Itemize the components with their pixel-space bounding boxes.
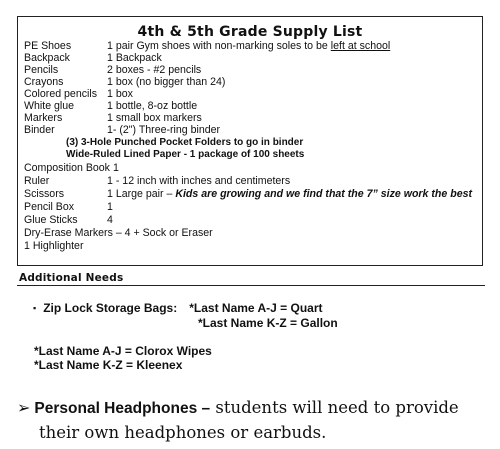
item-desc: 1 box [107, 88, 133, 100]
headphones-label: Personal Headphones – [34, 400, 211, 417]
item-name: PE Shoes [24, 40, 72, 52]
zip-label: Zip Lock Storage Bags: [43, 301, 178, 315]
item-name: Glue Sticks [24, 214, 78, 226]
item-desc [107, 40, 390, 52]
wipes-line-2: *Last Name K-Z = Kleenex [34, 358, 183, 372]
binder-note: (3) 3-Hole Punched Pocket Folders to go in binder [66, 137, 304, 148]
list-item [24, 240, 83, 252]
item-desc: 1 - 12 inch with inches and centimeters [107, 175, 291, 187]
item-desc: 2 boxes - #2 pencils [107, 64, 202, 76]
item-name: Crayons [24, 76, 64, 88]
item-name: Markers [24, 112, 63, 124]
item-desc: 1 Backpack [107, 52, 162, 64]
square-bullet-icon: ▪ [33, 303, 37, 313]
item-name: Ruler [24, 175, 50, 187]
item-desc [107, 188, 472, 200]
item-name: Backpack [24, 52, 70, 64]
headphones-text-2: their own headphones or earbuds. [39, 423, 327, 442]
item-name: Colored pencils [24, 88, 98, 100]
zip-lock-item [33, 301, 323, 315]
binder-note: Wide-Ruled Lined Paper - 1 package of 100 sheets [66, 149, 305, 160]
item-name: Scissors [24, 188, 65, 200]
item-desc: 1 [112, 162, 119, 174]
item-desc: 4 [107, 214, 113, 226]
item-name: Pencil Box [24, 201, 75, 213]
item-name: White glue [24, 100, 75, 112]
item-desc: 1 box (no bigger than 24) [107, 76, 226, 88]
item-name: Binder [24, 124, 55, 136]
item-desc-underlined: left at school [330, 40, 391, 52]
item-desc-emphasis: Kids are growing and we find that the 7” size work the best [175, 188, 472, 200]
zip-line-1: *Last Name A-J = Quart [189, 301, 323, 315]
headphones-text-1: students will need to provide [210, 398, 459, 417]
additional-needs-heading: Additional Needs [19, 272, 124, 284]
arrow-bullet-icon: ➢ [17, 398, 31, 417]
headphones-item [17, 395, 487, 445]
zip-line-2: *Last Name K-Z = Gallon [198, 316, 338, 330]
item-name: Dry-Erase Markers – 4 + Sock or Eraser [24, 227, 213, 239]
item-name: Composition Book [24, 162, 110, 174]
divider [17, 285, 485, 286]
item-desc: 1- (2") Three-ring binder [107, 124, 221, 136]
wipes-line-1: *Last Name A-J = Clorox Wipes [34, 344, 212, 358]
item-name: Pencils [24, 64, 59, 76]
page-title: 4th & 5th Grade Supply List [137, 24, 363, 40]
item-name: 1 Highlighter [24, 240, 84, 252]
item-desc-text: 1 Large pair – [107, 188, 176, 200]
list-item [24, 162, 119, 174]
item-desc: 1 [107, 201, 113, 213]
item-desc: 1 small box markers [107, 112, 202, 124]
list-item [24, 227, 213, 239]
item-desc-text: 1 pair Gym shoes with non-marking soles to be [107, 40, 331, 52]
item-desc: 1 bottle, 8-oz bottle [107, 100, 198, 112]
